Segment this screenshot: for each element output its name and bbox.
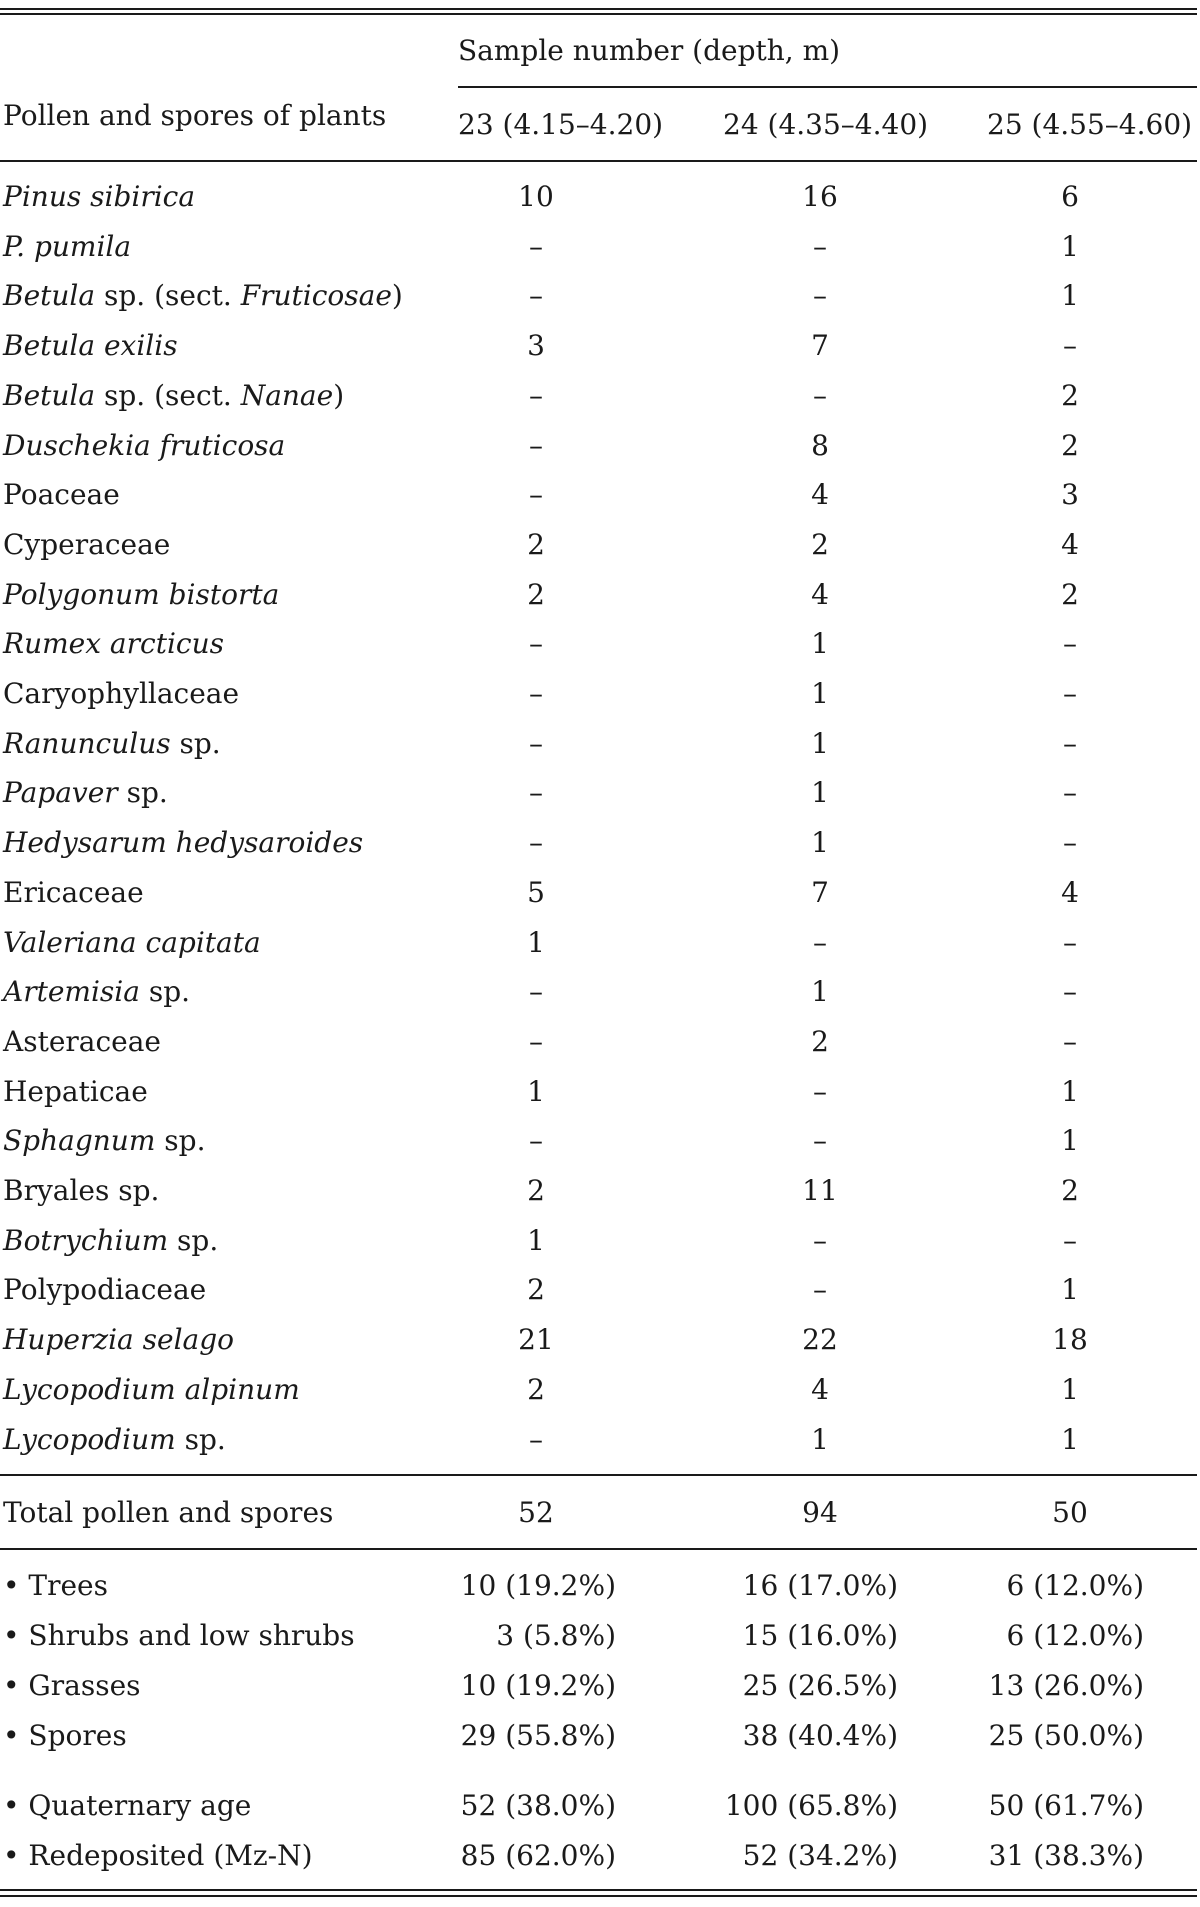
taxon-italic-part: Ranunculus xyxy=(3,726,171,760)
count-cell: 2 xyxy=(527,577,545,611)
summary-label: • Grasses xyxy=(3,1669,141,1702)
count-cell: – xyxy=(1063,776,1077,810)
count-cell: 2 xyxy=(811,527,829,561)
taxon-name xyxy=(3,1270,206,1310)
taxon-plain-part: sp. xyxy=(155,1124,206,1158)
taxon-italic-part: Papaver xyxy=(3,776,118,810)
taxon-plain-part: sp. xyxy=(170,726,221,760)
count-cell: 8 xyxy=(811,428,829,462)
count-cell: – xyxy=(529,975,543,1009)
count-cell: – xyxy=(1063,925,1077,959)
total-label: Total pollen and spores xyxy=(3,1496,334,1529)
count-cell: – xyxy=(1063,1024,1077,1058)
total-bottom-rule xyxy=(0,1548,1197,1550)
taxon-name xyxy=(3,972,190,1012)
taxon-name xyxy=(3,1171,159,1211)
count-cell: 4 xyxy=(1061,875,1079,909)
taxon-name xyxy=(3,1022,161,1062)
count-cell: – xyxy=(1063,627,1077,661)
taxon-plain-part: sp. xyxy=(175,1422,226,1456)
taxon-plain-part: Poaceae xyxy=(3,478,120,512)
count-cell: – xyxy=(1063,329,1077,363)
count-cell: 1 xyxy=(811,677,829,710)
count-cell: – xyxy=(813,378,827,412)
count-cell: 4 xyxy=(811,478,829,512)
taxon-italic-part: Lycopodium alpinum xyxy=(3,1372,300,1406)
column-header-2: 24 (4.35–4.40) xyxy=(723,108,929,141)
taxon-italic-part: Artemisia xyxy=(3,975,140,1009)
count-cell: – xyxy=(813,1273,827,1307)
count-cell: 7 xyxy=(811,875,829,909)
count-cell: 1 xyxy=(527,1223,545,1257)
taxon-name xyxy=(3,575,279,615)
taxon-italic-part: Nanae xyxy=(240,378,334,412)
count-cell: 1 xyxy=(811,1422,829,1456)
taxon-name xyxy=(3,624,224,664)
taxon-name xyxy=(3,1420,226,1460)
taxon-italic-part: Betula xyxy=(3,279,96,313)
summary-label: • Shrubs and low shrubs xyxy=(3,1619,355,1652)
count-cell: 16 xyxy=(802,180,838,213)
taxon-name xyxy=(3,475,120,515)
summary-label: • Spores xyxy=(3,1719,127,1752)
summary-value: 16 (17.0%) xyxy=(742,1569,898,1602)
count-cell: 1 xyxy=(811,776,829,810)
count-cell: 2 xyxy=(1061,378,1079,412)
taxon-name xyxy=(3,773,168,813)
taxon-name xyxy=(3,1370,300,1410)
taxon-name xyxy=(3,227,131,267)
count-cell: 1 xyxy=(527,925,545,959)
taxon-italic-part: P. pumila xyxy=(3,229,132,263)
taxon-name xyxy=(3,1121,205,1161)
count-cell: – xyxy=(529,428,543,462)
count-cell: – xyxy=(529,826,543,860)
taxon-italic-part: Valeriana capitata xyxy=(3,925,261,959)
stub-header: Pollen and spores of plants xyxy=(3,99,387,132)
group-header-rule xyxy=(458,86,1197,88)
count-cell: 1 xyxy=(811,627,829,661)
summary-label: • Quaternary age xyxy=(3,1789,252,1822)
summary-value: 6 (12.0%) xyxy=(1006,1569,1144,1602)
taxon-plain-part: sp. (sect. xyxy=(95,279,241,313)
count-cell: – xyxy=(813,279,827,313)
count-cell: 2 xyxy=(527,1372,545,1406)
taxon-italic-part: Betula exilis xyxy=(3,329,178,363)
count-cell: 2 xyxy=(1061,1174,1079,1207)
taxon-plain-part: Hepaticae xyxy=(3,1074,148,1108)
count-cell: – xyxy=(1063,677,1077,710)
count-cell: – xyxy=(529,1024,543,1058)
taxon-italic-part: Hedysarum hedysaroides xyxy=(3,826,364,860)
count-cell: – xyxy=(1063,975,1077,1009)
count-cell: 1 xyxy=(1061,229,1079,263)
bottom-rule-2 xyxy=(0,1895,1197,1897)
summary-value: 25 (50.0%) xyxy=(988,1719,1144,1752)
count-cell: – xyxy=(529,1124,543,1158)
summary-value: 3 (5.8%) xyxy=(496,1619,616,1652)
count-cell: – xyxy=(813,1223,827,1257)
summary-value: 100 (65.8%) xyxy=(724,1789,898,1822)
count-cell: 2 xyxy=(527,527,545,561)
summary-value: 52 (38.0%) xyxy=(460,1789,616,1822)
count-cell: 4 xyxy=(811,1372,829,1406)
count-cell: – xyxy=(529,279,543,313)
count-cell: 1 xyxy=(811,826,829,860)
count-cell: 3 xyxy=(527,329,545,363)
count-cell: 2 xyxy=(527,1174,545,1207)
count-cell: 7 xyxy=(811,329,829,363)
count-cell: – xyxy=(813,925,827,959)
total-value: 50 xyxy=(1052,1496,1088,1529)
taxon-plain-part: sp. xyxy=(139,975,191,1009)
total-value: 52 xyxy=(518,1496,554,1529)
taxon-italic-part: Betula xyxy=(3,378,96,412)
column-header-1: 23 (4.15–4.20) xyxy=(458,108,664,141)
count-cell: 2 xyxy=(1061,428,1079,462)
count-cell: – xyxy=(813,229,827,263)
column-header-3: 25 (4.55–4.60) xyxy=(987,108,1193,141)
count-cell: – xyxy=(529,776,543,810)
taxon-name xyxy=(3,177,195,217)
count-cell: – xyxy=(1063,1223,1077,1257)
count-cell: 1 xyxy=(1061,1372,1079,1406)
taxon-name xyxy=(3,873,144,913)
group-header: Sample number (depth, m) xyxy=(458,34,841,67)
count-cell: 2 xyxy=(527,1273,545,1307)
taxon-name xyxy=(3,674,239,714)
summary-value: 13 (26.0%) xyxy=(988,1669,1144,1702)
taxon-plain-part: ) xyxy=(391,279,403,313)
taxon-italic-part: Botrychium xyxy=(3,1223,169,1257)
taxon-italic-part: Sphagnum xyxy=(3,1124,156,1158)
count-cell: 18 xyxy=(1052,1323,1088,1357)
top-rule-1 xyxy=(0,8,1197,10)
taxon-italic-part: Pinus sibirica xyxy=(3,180,196,213)
count-cell: – xyxy=(529,478,543,512)
count-cell: – xyxy=(529,677,543,710)
count-cell: 5 xyxy=(527,875,545,909)
count-cell: – xyxy=(1063,826,1077,860)
count-cell: 1 xyxy=(1061,1074,1079,1108)
count-cell: 4 xyxy=(811,577,829,611)
summary-label: • Trees xyxy=(3,1569,108,1602)
summary-value: 31 (38.3%) xyxy=(988,1839,1144,1872)
count-cell: 1 xyxy=(1061,279,1079,313)
summary-value: 52 (34.2%) xyxy=(742,1839,898,1872)
taxon-name xyxy=(3,276,403,316)
summary-value: 6 (12.0%) xyxy=(1006,1619,1144,1652)
taxon-name xyxy=(3,823,363,863)
taxon-name xyxy=(3,1320,234,1360)
taxon-name xyxy=(3,326,178,366)
taxon-name xyxy=(3,923,261,963)
taxon-plain-part: sp. (sect. xyxy=(95,378,241,412)
count-cell: – xyxy=(529,1422,543,1456)
count-cell: 21 xyxy=(518,1323,554,1357)
count-cell: 10 xyxy=(518,180,554,213)
taxon-name xyxy=(3,724,221,764)
count-cell: 1 xyxy=(811,975,829,1009)
taxon-name xyxy=(3,1072,148,1112)
summary-value: 50 (61.7%) xyxy=(988,1789,1144,1822)
taxon-italic-part: Polygonum bistorta xyxy=(3,577,280,611)
taxon-plain-part: Bryales sp. xyxy=(3,1174,160,1207)
total-top-rule xyxy=(0,1474,1197,1476)
taxon-plain-part: Ericaceae xyxy=(3,875,144,909)
header-rule xyxy=(0,160,1197,162)
count-cell: 11 xyxy=(802,1174,838,1207)
count-cell: – xyxy=(529,378,543,412)
count-cell: – xyxy=(529,627,543,661)
count-cell: 1 xyxy=(811,726,829,760)
bottom-rule-1 xyxy=(0,1889,1197,1891)
count-cell: – xyxy=(813,1124,827,1158)
taxon-plain-part: sp. xyxy=(168,1223,219,1257)
taxon-italic-part: Fruticosae xyxy=(240,279,392,313)
top-rule-2 xyxy=(0,13,1197,15)
taxon-plain-part: sp. xyxy=(117,776,168,810)
count-cell: 1 xyxy=(1061,1422,1079,1456)
count-cell: 1 xyxy=(1061,1124,1079,1158)
summary-value: 85 (62.0%) xyxy=(460,1839,616,1872)
count-cell: 1 xyxy=(527,1074,545,1108)
count-cell: – xyxy=(529,229,543,263)
summary-value: 10 (19.2%) xyxy=(460,1669,616,1702)
summary-value: 29 (55.8%) xyxy=(460,1719,616,1752)
taxon-name xyxy=(3,426,285,466)
count-cell: 1 xyxy=(1061,1273,1079,1307)
taxon-italic-part: Huperzia selago xyxy=(3,1323,234,1357)
summary-value: 10 (19.2%) xyxy=(460,1569,616,1602)
taxon-plain-part: Polypodiaceae xyxy=(3,1273,207,1307)
taxon-name xyxy=(3,376,344,416)
count-cell: 6 xyxy=(1061,180,1079,213)
taxon-plain-part: ) xyxy=(333,378,345,412)
taxon-plain-part: Cyperaceae xyxy=(3,527,171,561)
taxon-italic-part: Duschekia fruticosa xyxy=(3,428,286,462)
count-cell: 22 xyxy=(802,1323,838,1357)
taxon-plain-part: Caryophyllaceae xyxy=(3,677,240,710)
count-cell: – xyxy=(529,726,543,760)
taxon-italic-part: Lycopodium xyxy=(3,1422,176,1456)
summary-label: • Redeposited (Mz-N) xyxy=(3,1839,313,1872)
total-value: 94 xyxy=(802,1496,838,1529)
count-cell: 4 xyxy=(1061,527,1079,561)
count-cell: 2 xyxy=(1061,577,1079,611)
count-cell: – xyxy=(813,1074,827,1108)
summary-value: 25 (26.5%) xyxy=(742,1669,898,1702)
count-cell: 3 xyxy=(1061,478,1079,512)
summary-value: 38 (40.4%) xyxy=(742,1719,898,1752)
taxon-name xyxy=(3,1221,218,1261)
taxon-plain-part: Asteraceae xyxy=(3,1024,162,1058)
taxon-name xyxy=(3,525,170,565)
summary-value: 15 (16.0%) xyxy=(742,1619,898,1652)
count-cell: 2 xyxy=(811,1024,829,1058)
taxon-italic-part: Rumex arcticus xyxy=(3,627,224,661)
count-cell: – xyxy=(1063,726,1077,760)
